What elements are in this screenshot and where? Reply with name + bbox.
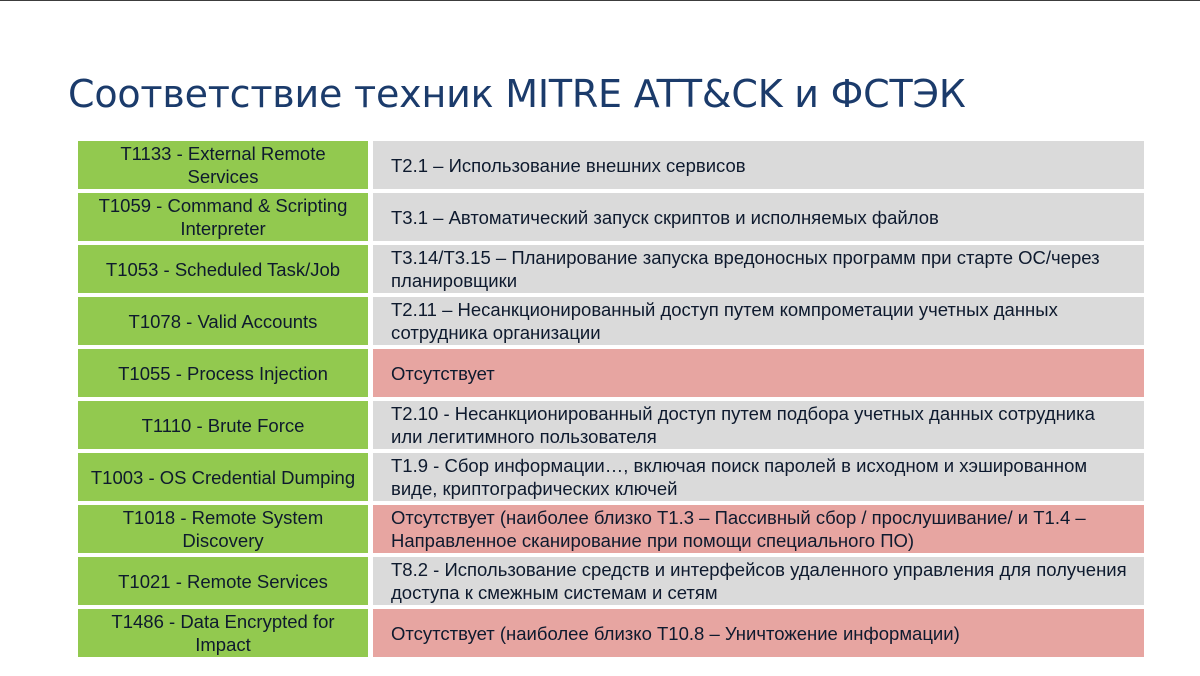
table-row bbox=[78, 349, 1144, 397]
fstek-cell: Т2.10 - Несанкционированный доступ путем подбора учетных данных сотрудника или легитимного пользователя bbox=[373, 401, 1144, 449]
fstek-cell: Отсутствует (наиболее близко Т10.8 – Уничтожение информации) bbox=[373, 609, 1144, 657]
technique-cell: T1003 - OS Credential Dumping bbox=[78, 453, 368, 501]
fstek-cell: Отсутствует bbox=[373, 349, 1144, 397]
technique-cell: T1018 - Remote System Discovery bbox=[78, 505, 368, 553]
technique-cell: T1078 - Valid Accounts bbox=[78, 297, 368, 345]
table-row bbox=[78, 297, 1144, 345]
technique-cell: T1133 - External Remote Services bbox=[78, 141, 368, 189]
technique-cell: T1110 - Brute Force bbox=[78, 401, 368, 449]
technique-cell: T1055 - Process Injection bbox=[78, 349, 368, 397]
technique-cell: T1053 - Scheduled Task/Job bbox=[78, 245, 368, 293]
table-row bbox=[78, 505, 1144, 553]
table-row bbox=[78, 193, 1144, 241]
table-row bbox=[78, 245, 1144, 293]
fstek-cell: Т3.1 – Автоматический запуск скриптов и исполняемых файлов bbox=[373, 193, 1144, 241]
technique-cell: T1021 - Remote Services bbox=[78, 557, 368, 605]
slide-title: Соответствие техник MITRE ATT&CK и ФСТЭК bbox=[68, 72, 966, 116]
table-row bbox=[78, 141, 1144, 189]
table-row bbox=[78, 557, 1144, 605]
fstek-cell: Отсутствует (наиболее близко Т1.3 – Пассивный сбор / прослушивание/ и Т1.4 – Направленное сканирование при помощи специального ПО) bbox=[373, 505, 1144, 553]
technique-cell: T1059 - Command & Scripting Interpreter bbox=[78, 193, 368, 241]
fstek-cell: Т1.9 - Сбор информации…, включая поиск паролей в исходном и хэшированном виде, криптографических ключей bbox=[373, 453, 1144, 501]
mapping-table bbox=[78, 141, 1144, 657]
table-row bbox=[78, 609, 1144, 657]
fstek-cell: Т3.14/Т3.15 – Планирование запуска вредоносных программ при старте ОС/через планировщики bbox=[373, 245, 1144, 293]
table-row bbox=[78, 401, 1144, 449]
technique-cell: T1486 - Data Encrypted for Impact bbox=[78, 609, 368, 657]
fstek-cell: Т2.1 – Использование внешних сервисов bbox=[373, 141, 1144, 189]
top-rule bbox=[0, 0, 1200, 1]
fstek-cell: Т8.2 - Использование средств и интерфейсов удаленного управления для получения доступа к смежным системам и сетям bbox=[373, 557, 1144, 605]
fstek-cell: Т2.11 – Несанкционированный доступ путем компрометации учетных данных сотрудника организации bbox=[373, 297, 1144, 345]
table-row bbox=[78, 453, 1144, 501]
